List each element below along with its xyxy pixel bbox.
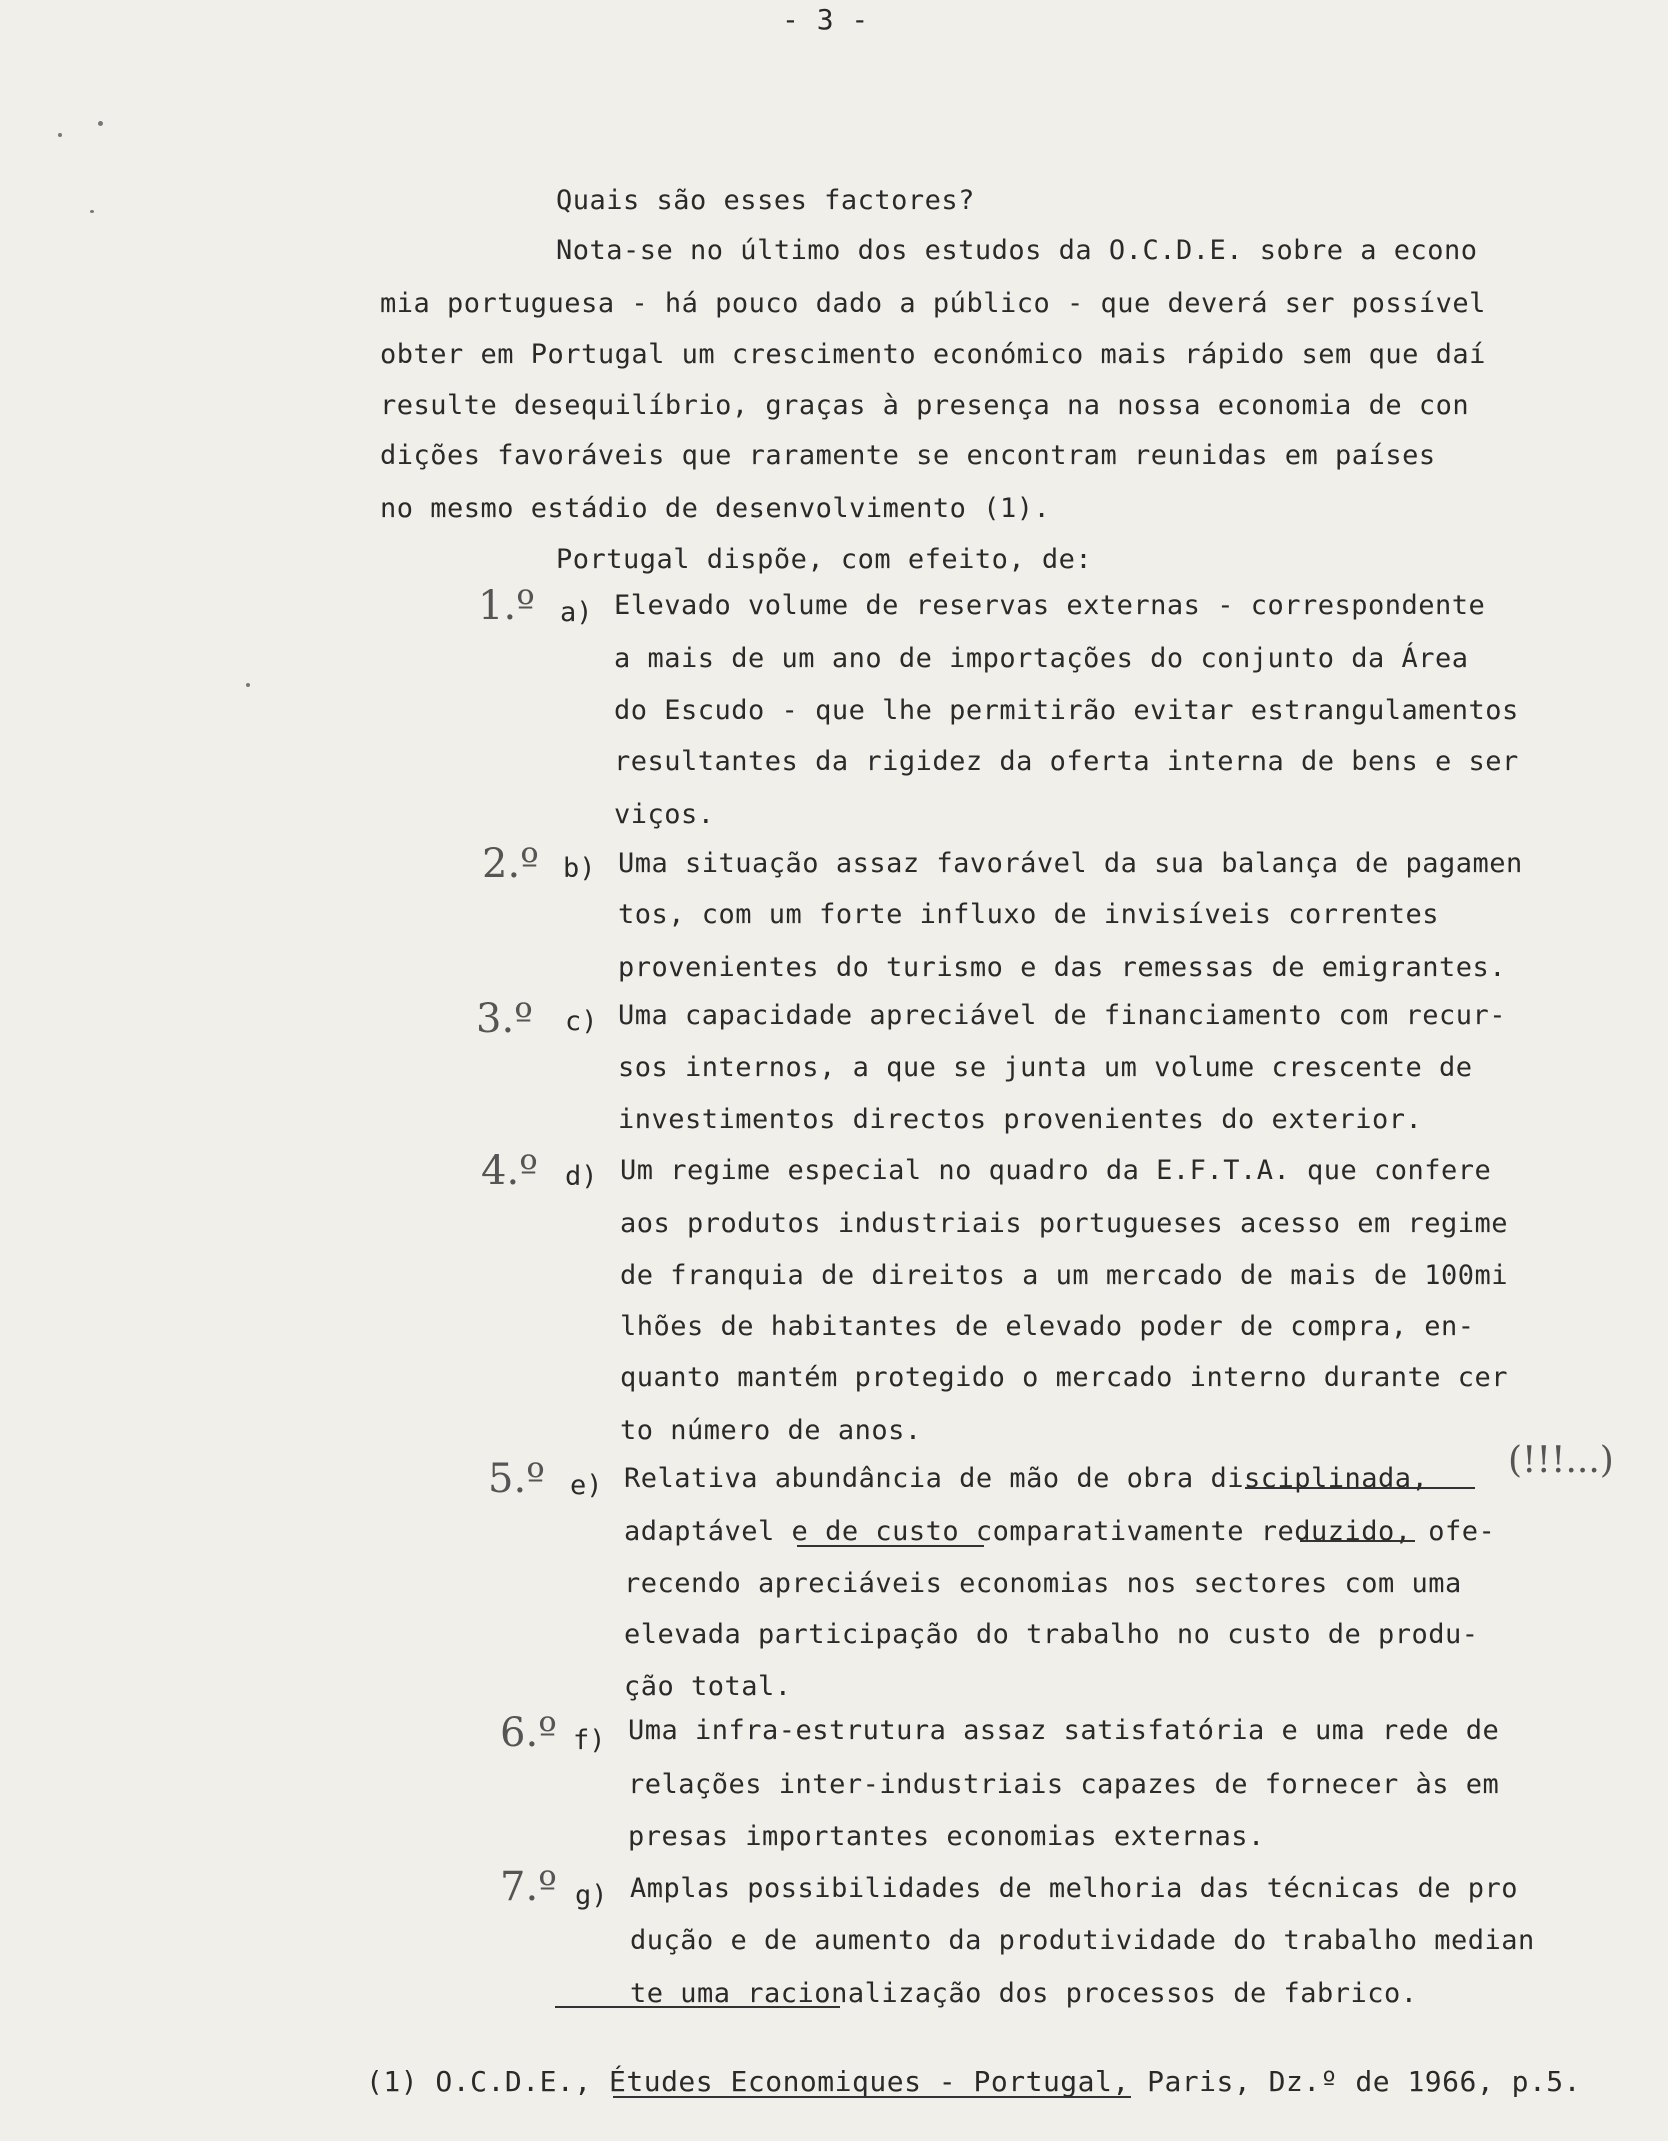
- scan-speck: [90, 210, 94, 213]
- handwritten-ordinal: 2.º: [482, 841, 539, 887]
- item-label: d): [565, 1161, 598, 1192]
- text-line: to número de anos.: [620, 1415, 922, 1446]
- text-line: Elevado volume de reservas externas - correspondente: [614, 590, 1486, 621]
- footnote-title-underline: [613, 2096, 1131, 2098]
- text-line: resultantes da rigidez da oferta interna de bens e ser: [614, 746, 1519, 777]
- text-line: Uma capacidade apreciável de financiamento com recur-: [618, 1000, 1507, 1031]
- margin-note: (!!!...): [1508, 1440, 1614, 1481]
- handwritten-ordinal: 5.º: [488, 1456, 545, 1502]
- text-line: Um regime especial no quadro da E.F.T.A. que confere: [620, 1155, 1492, 1186]
- handwritten-ordinal: 3.º: [476, 996, 533, 1042]
- text-line: dições favoráveis que raramente se encontram reunidas em países: [380, 440, 1436, 471]
- item-label: g): [575, 1880, 608, 1911]
- text-line: do Escudo - que lhe permitirão evitar estrangulamentos: [614, 695, 1519, 726]
- text-line: quanto mantém protegido o mercado interno durante cer: [620, 1362, 1509, 1393]
- text-line: viços.: [614, 799, 715, 830]
- text-line: sos internos, a que se junta um volume crescente de: [618, 1052, 1473, 1083]
- text-line: elevada participação do trabalho no custo de produ-: [624, 1619, 1479, 1650]
- text-line: Nota-se no último dos estudos da O.C.D.E. sobre a econo: [556, 235, 1478, 266]
- item-label: a): [560, 597, 593, 628]
- text-line: dução e de aumento da produtividade do trabalho median: [630, 1925, 1535, 1956]
- handwritten-ordinal: 4.º: [481, 1148, 538, 1194]
- scan-speck: [246, 683, 250, 687]
- text-line: resulte desequilíbrio, graças à presença na nossa economia de con: [380, 390, 1470, 421]
- underline-mark: [1300, 1540, 1415, 1542]
- item-label: f): [573, 1725, 606, 1756]
- item-label: b): [563, 853, 596, 884]
- text-line: Amplas possibilidades de melhoria das técnicas de pro: [630, 1873, 1519, 1904]
- page-number: - 3 -: [782, 3, 869, 36]
- text-line: presas importantes economias externas.: [628, 1821, 1265, 1852]
- text-line: no mesmo estádio de desenvolvimento (1).: [380, 493, 1051, 524]
- text-line: Uma infra-estrutura assaz satisfatória e uma rede de: [628, 1715, 1500, 1746]
- question-line: Quais são esses factores?: [556, 185, 975, 216]
- text-line: Uma situação assaz favorável da sua balança de pagamen: [618, 848, 1523, 879]
- text-line: relações inter-industriais capazes de fornecer às em: [628, 1769, 1500, 1800]
- intro-line: Portugal dispõe, com efeito, de:: [556, 544, 1093, 575]
- text-line: Relativa abundância de mão de obra disciplinada,: [624, 1463, 1429, 1494]
- text-line: investimentos directos provenientes do exterior.: [618, 1104, 1423, 1135]
- text-line: lhões de habitantes de elevado poder de compra, en-: [620, 1311, 1475, 1342]
- text-line: aos produtos industriais portugueses acesso em regime: [620, 1208, 1509, 1239]
- handwritten-ordinal: 1.º: [478, 583, 535, 629]
- text-line: tos, com um forte influxo de invisíveis correntes: [618, 899, 1440, 930]
- scan-speck: [98, 121, 103, 126]
- text-line: obter em Portugal um crescimento económico mais rápido sem que daí: [380, 339, 1486, 370]
- underline-mark: [797, 1545, 984, 1547]
- text-line: recendo apreciáveis economias nos sectores com uma: [624, 1568, 1462, 1599]
- text-line: a mais de um ano de importações do conjunto da Área: [614, 643, 1469, 674]
- item-label: e): [570, 1470, 603, 1501]
- underline-mark: [1245, 1487, 1475, 1489]
- handwritten-ordinal: 6.º: [500, 1710, 557, 1756]
- footnote-separator: [555, 2006, 840, 2008]
- footnote: (1) O.C.D.E., Études Economiques - Portugal, Paris, Dz.º de 1966, p.5.: [366, 2065, 1582, 2098]
- handwritten-ordinal: 7.º: [500, 1864, 557, 1910]
- text-line: de franquia de direitos a um mercado de mais de 100mi: [620, 1260, 1509, 1291]
- text-line: provenientes do turismo e das remessas de emigrantes.: [618, 952, 1507, 983]
- scan-speck: [58, 133, 62, 137]
- item-label: c): [565, 1006, 598, 1037]
- text-line: adaptável e de custo comparativamente reduzido, ofe-: [624, 1516, 1496, 1547]
- text-line: te uma racionalização dos processos de fabrico.: [630, 1978, 1418, 2009]
- text-line: ção total.: [624, 1671, 792, 1702]
- text-line: mia portuguesa - há pouco dado a público - que deverá ser possível: [380, 288, 1486, 319]
